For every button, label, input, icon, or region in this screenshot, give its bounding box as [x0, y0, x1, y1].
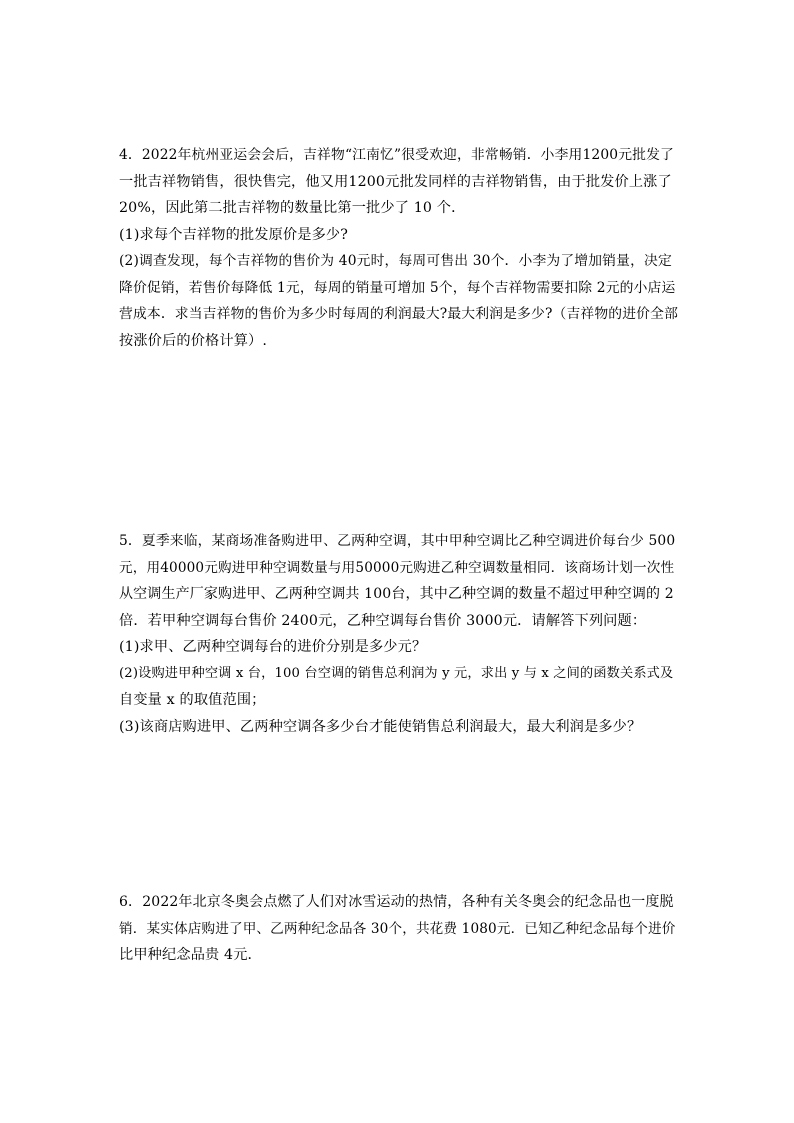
problem-5-line-1: 5．夏季来临，某商场准备购进甲、乙两种空调，其中甲种空调比乙种空调进价每台少 500 [119, 533, 676, 549]
problem-4-line-8: 按涨价后的价格计算）. [119, 332, 268, 349]
problem-6 [119, 889, 679, 969]
problem-5-question-3: (3)该商店购进甲、乙两种空调各多少台才能使销售总利润最大，最大利润是多少？ [119, 718, 642, 735]
problem-4-question-2: (2)调查发现，每个吉祥物的售价为 40元时，每周可售出 30个．小李为了增加销量，决定 [119, 253, 672, 269]
problem-4-line-3: 20%，因此第二批吉祥物的数量比第一批少了 10 个． [119, 200, 466, 216]
problem-4-question-1: (1)求每个吉祥物的批发原价是多少? [119, 226, 349, 243]
problem-4-line-7: 营成本．求当吉祥物的售价为多少时每周的利润最大?最大利润是多少?（吉祥物的进价全部 [119, 306, 679, 322]
problem-5-line-7: 自变量 x 的取值范围； [119, 692, 266, 708]
problem-4-line-1: 4．2022年杭州亚运会会后，吉祥物“江南忆”很受欢迎，非常畅销．小李用1200元批发了 [119, 147, 675, 163]
problem-5-line-2: 元，用40000元购进甲种空调数量与用50000元购进乙种空调数量相同．该商场计划一次性 [119, 559, 675, 576]
problem-5-line-3: 从空调生产厂家购进甲、乙两种空调共 100台，其中乙种空调的数量不超过甲种空调的 2 [119, 586, 674, 602]
problem-4-line-6: 降价促销，若售价每降低 1元，每周的销量可增加 5个，每个吉祥物需要扣除 2元的小店运 [119, 279, 676, 296]
problem-5-question-2: (2)设购进甲种空调 x 台，100 台空调的销售总利润为 y 元，求出 y 与 x 之间的函数关系式及 [119, 665, 674, 681]
problem-5-line-4: 倍．若甲种空调每台售价 2400元，乙种空调每台售价 3000元．请解答下列问题： [119, 612, 647, 629]
problem-6-line-1: 6．2022年北京冬奥会点燃了人们对冰雪运动的热情，各种有关冬奥会的纪念品也一度脱 [119, 894, 674, 910]
problem-6-line-2: 销．某实体店购进了甲、乙两种纪念品各 30个，共花费 1080元．已知乙种纪念品每个进价 [119, 920, 676, 937]
problem-4 [119, 142, 679, 354]
problem-4-line-2: 一批吉祥物销售，很快售完，他又用1200元批发同样的吉祥物销售，由于批发价上涨了 [119, 173, 672, 190]
problem-6-line-3: 比甲种纪念品贵 4元． [119, 947, 262, 963]
problem-5-question-1: (1)求甲、乙两种空调每台的进价分别是多少元？ [119, 639, 427, 655]
problem-5 [119, 528, 679, 740]
